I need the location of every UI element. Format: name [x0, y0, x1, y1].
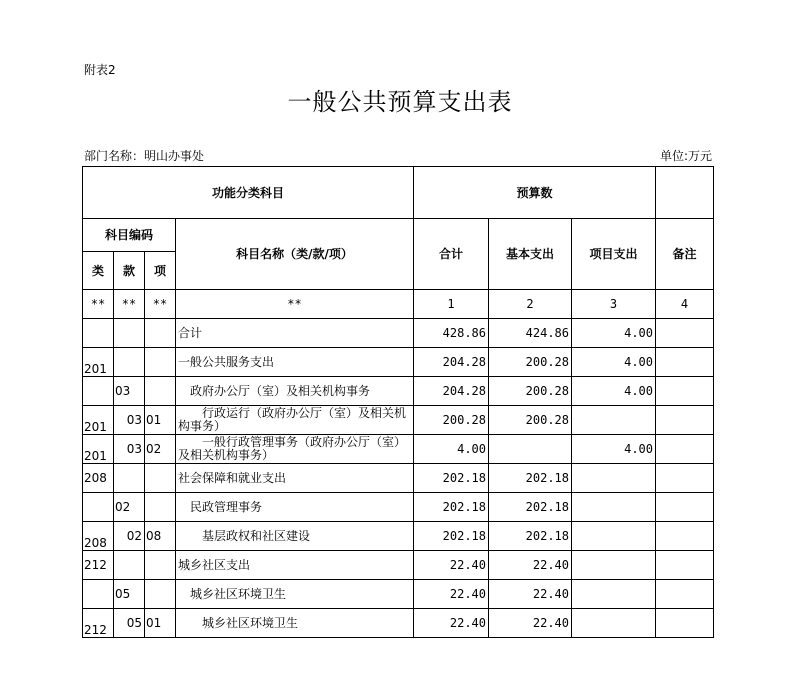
header-subject-code: 科目编码: [83, 219, 176, 252]
cell-basic: 200.28: [489, 377, 572, 406]
budget-table: [82, 166, 714, 638]
header-functional-category: 功能分类科目: [83, 167, 414, 219]
attachment-label: 附表2: [84, 63, 116, 77]
cell-remarks: [656, 493, 714, 522]
cell-project: [572, 551, 656, 580]
department-name: 部门名称：明山办事处: [84, 149, 205, 163]
cell-total: 22.40: [414, 580, 489, 609]
marker-item: **: [145, 290, 176, 319]
cell-section: 05: [114, 609, 145, 638]
cell-item: 01: [145, 609, 176, 638]
table-row: [83, 406, 714, 435]
cell-class: 208: [83, 522, 114, 551]
cell-remarks: [656, 319, 714, 348]
cell-total: 204.28: [414, 377, 489, 406]
cell-total: 428.86: [414, 319, 489, 348]
cell-class: 208: [83, 464, 114, 493]
cell-total: 202.18: [414, 464, 489, 493]
cell-item: 02: [145, 435, 176, 464]
marker-section: **: [114, 290, 145, 319]
cell-basic: 22.40: [489, 551, 572, 580]
cell-subject-name: 合计: [176, 319, 414, 348]
cell-item: 08: [145, 522, 176, 551]
table-row: [83, 580, 714, 609]
table-row: [83, 435, 714, 464]
cell-section: 03: [114, 406, 145, 435]
cell-class: [83, 377, 114, 406]
cell-project: 4.00: [572, 377, 656, 406]
cell-subject-name: 一般行政管理事务（政府办公厅（室）及相关机构事务）: [176, 435, 414, 464]
unit-label: 单位:万元: [659, 149, 712, 163]
cell-project: 4.00: [572, 348, 656, 377]
cell-total: 22.40: [414, 551, 489, 580]
table-row: [83, 348, 714, 377]
header-item: 项: [145, 252, 176, 290]
cell-basic: 202.18: [489, 464, 572, 493]
cell-project: 4.00: [572, 435, 656, 464]
cell-project: [572, 493, 656, 522]
cell-subject-name: 民政管理事务: [176, 493, 414, 522]
cell-section: 02: [114, 522, 145, 551]
cell-basic: 200.28: [489, 406, 572, 435]
marker-basic: 2: [489, 290, 572, 319]
table-row: [83, 377, 714, 406]
cell-total: 202.18: [414, 493, 489, 522]
cell-project: [572, 580, 656, 609]
cell-basic: 424.86: [489, 319, 572, 348]
cell-class: 201: [83, 435, 114, 464]
cell-class: 201: [83, 348, 114, 377]
cell-remarks: [656, 522, 714, 551]
header-section: 款: [114, 252, 145, 290]
cell-remarks: [656, 406, 714, 435]
cell-item: [145, 551, 176, 580]
cell-remarks: [656, 377, 714, 406]
table-row: [83, 319, 714, 348]
cell-remarks: [656, 609, 714, 638]
cell-item: [145, 319, 176, 348]
cell-class: 201: [83, 406, 114, 435]
header-row-2: [83, 219, 714, 252]
header-budget-amount: 预算数: [414, 167, 656, 219]
cell-remarks: [656, 464, 714, 493]
cell-section: 03: [114, 377, 145, 406]
cell-subject-name: 城乡社区支出: [176, 551, 414, 580]
cell-class: 212: [83, 609, 114, 638]
cell-class: [83, 319, 114, 348]
cell-project: [572, 522, 656, 551]
cell-section: [114, 551, 145, 580]
marker-remarks: 4: [656, 290, 714, 319]
cell-section: 05: [114, 580, 145, 609]
cell-item: [145, 580, 176, 609]
cell-basic: 22.40: [489, 580, 572, 609]
table-row: [83, 609, 714, 638]
header-total: 合计: [414, 219, 489, 290]
cell-remarks: [656, 580, 714, 609]
cell-class: [83, 580, 114, 609]
cell-total: 202.18: [414, 522, 489, 551]
marker-project: 3: [572, 290, 656, 319]
cell-section: 03: [114, 435, 145, 464]
cell-section: [114, 348, 145, 377]
cell-basic: [489, 435, 572, 464]
header-basic-expense: 基本支出: [489, 219, 572, 290]
table-row: [83, 464, 714, 493]
cell-basic: 202.18: [489, 493, 572, 522]
cell-item: [145, 464, 176, 493]
page-title: 一般公共预算支出表: [287, 88, 513, 116]
cell-subject-name: 行政运行（政府办公厅（室）及相关机构事务）: [176, 406, 414, 435]
cell-class: [83, 493, 114, 522]
cell-remarks: [656, 348, 714, 377]
cell-section: [114, 319, 145, 348]
header-blank-cell: [656, 167, 714, 219]
marker-row: [83, 290, 714, 319]
cell-remarks: [656, 435, 714, 464]
cell-subject-name: 一般公共服务支出: [176, 348, 414, 377]
cell-item: 01: [145, 406, 176, 435]
table-row: [83, 522, 714, 551]
header-class: 类: [83, 252, 114, 290]
cell-item: [145, 493, 176, 522]
marker-total: 1: [414, 290, 489, 319]
cell-project: [572, 406, 656, 435]
cell-basic: 202.18: [489, 522, 572, 551]
marker-name: **: [176, 290, 414, 319]
cell-basic: 22.40: [489, 609, 572, 638]
cell-item: [145, 348, 176, 377]
cell-total: 22.40: [414, 609, 489, 638]
header-project-expense: 项目支出: [572, 219, 656, 290]
marker-class: **: [83, 290, 114, 319]
cell-remarks: [656, 551, 714, 580]
cell-subject-name: 社会保障和就业支出: [176, 464, 414, 493]
cell-total: 4.00: [414, 435, 489, 464]
cell-subject-name: 城乡社区环境卫生: [176, 609, 414, 638]
cell-basic: 200.28: [489, 348, 572, 377]
cell-project: 4.00: [572, 319, 656, 348]
cell-project: [572, 609, 656, 638]
cell-section: 02: [114, 493, 145, 522]
table-row: [83, 493, 714, 522]
cell-class: 212: [83, 551, 114, 580]
header-row-1: [83, 167, 714, 219]
cell-total: 204.28: [414, 348, 489, 377]
cell-subject-name: 政府办公厅（室）及相关机构事务: [176, 377, 414, 406]
header-remarks: 备注: [656, 219, 714, 290]
header-subject-name: 科目名称（类/款/项）: [176, 219, 414, 290]
cell-total: 200.28: [414, 406, 489, 435]
table-row: [83, 551, 714, 580]
cell-subject-name: 城乡社区环境卫生: [176, 580, 414, 609]
cell-project: [572, 464, 656, 493]
cell-subject-name: 基层政权和社区建设: [176, 522, 414, 551]
cell-item: [145, 377, 176, 406]
cell-section: [114, 464, 145, 493]
